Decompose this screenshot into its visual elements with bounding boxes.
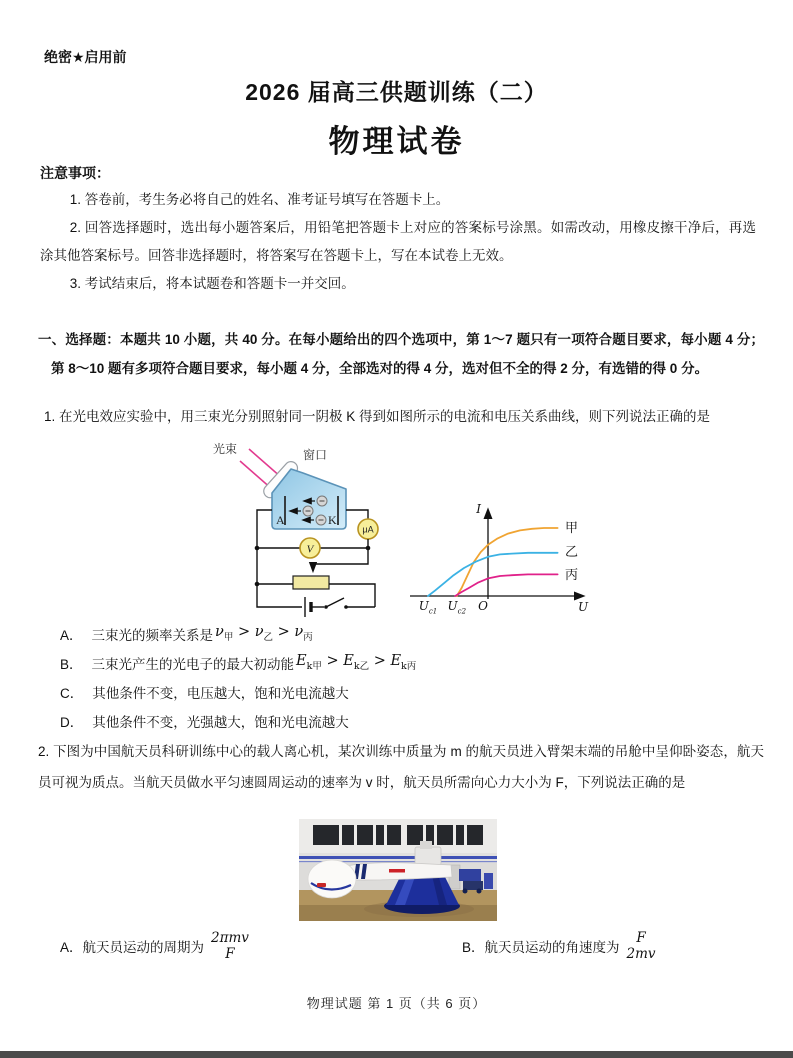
notice-item-2: 2. 回答选择题时，选出每小题答案后，用铅笔把答题卡上对应的答案标号涂黑。如需改动，用橡皮擦干净后，再选涂其他答案标号。回答非选择题时，将答案写在答题卡上，写在本试卷上无效。	[40, 220, 756, 263]
window-label: 窗口	[303, 448, 328, 462]
light-beam-label: 光束	[213, 442, 238, 456]
fraction-denominator: 2mv	[626, 946, 656, 963]
notice-heading: 注意事项：	[40, 165, 110, 181]
side-equipment	[459, 869, 481, 881]
option-key: A．	[60, 627, 83, 643]
option-text: 三束光产生的光电子的最大初动能	[91, 656, 295, 672]
origin-label: O	[478, 599, 488, 613]
junction-dot	[366, 546, 371, 551]
question1-stem: 1. 在光电效应实验中，用三束光分别照射同一阴极 K 得到如图所示的电流和电压关系曲线，则下列说法正确的是	[44, 409, 711, 424]
switch-blade	[326, 598, 344, 607]
option-text: 航天员运动的周期为	[82, 940, 205, 956]
fraction-numerator: F	[636, 930, 646, 946]
junction-dot	[255, 546, 260, 551]
curve-bing	[455, 574, 557, 596]
option-text: 其他条件不变，光强越大，饱和光电流越大	[92, 714, 349, 730]
wire-right	[346, 510, 368, 519]
fraction-numerator: 2πmv	[211, 930, 249, 946]
centrifuge-photo	[299, 819, 497, 921]
fraction-denominator: F	[225, 946, 235, 963]
notice-section	[40, 160, 756, 298]
microammeter-label: μA	[362, 524, 374, 535]
page-footer: 物理试题 第 1 页（共 6 页）	[306, 996, 487, 1011]
q1-option-c	[60, 681, 416, 702]
wire-left	[257, 510, 272, 584]
arm-logo	[389, 869, 405, 873]
anode-label: A	[276, 513, 285, 527]
potentiometer	[293, 576, 329, 589]
wire-pot-right	[329, 584, 375, 607]
question2-stem: 2. 下图为中国航天员科研训练中心的载人离心机，某次训练中质量为 m 的航天员进入臂架末端的吊舱中呈仰卧姿态，航天员可视为质点。当航天员做水平匀速圆周运动的速率为 v 时，航天员所需向心力大小为 F，下列说法正确的是	[38, 744, 764, 790]
tick-label-uc1: $U_{c1}$	[418, 599, 438, 616]
q2-option-b	[462, 930, 656, 962]
option-formula: $E_{k甲} > E_{k乙} > E_{k丙}$	[296, 653, 417, 672]
section1-heading: 一、选择题：本题共 10 小题，共 40 分。在每小题给出的四个选项中，第 1～7 题只有一项符合题目要求，每小题 4 分；第 8～10 题有多项符合题目要求，每小题 4 分，全部选对的得 4 分，选对但不全的得 2 分，有选错的得 0 分。	[38, 332, 764, 376]
legend-yi: 乙	[565, 544, 579, 559]
option-text: 航天员运动的角速度为	[484, 940, 620, 956]
notice-item-3: 3. 考试结束后，将本试题卷和答题卡一并交回。	[69, 276, 355, 291]
cathode-label: K	[328, 513, 337, 527]
fraction	[211, 930, 249, 962]
option-text: 三束光的频率关系是	[91, 627, 214, 643]
question1-options	[60, 623, 416, 739]
option-key: C．	[60, 685, 84, 701]
paper-title: 物理试卷	[328, 124, 465, 159]
wire-slider	[313, 539, 368, 571]
iu-curve-graph	[402, 496, 597, 618]
exam-title: 2026 届高三供题训练（二）	[245, 79, 548, 105]
hub-structure	[415, 847, 441, 865]
security-label: 绝密★启用前	[44, 49, 127, 65]
q1-option-a	[60, 623, 416, 644]
legend-bing: 丙	[565, 567, 579, 582]
notice-item-1: 1. 答卷前，考生务必将自己的姓名、准考证号填写在答题卡上。	[69, 192, 450, 207]
tick-label-uc2: $U_{c2}$	[447, 599, 467, 616]
photoelectric-circuit-diagram	[205, 436, 435, 626]
window-strip	[313, 825, 483, 845]
q1-option-b	[60, 652, 416, 673]
x-axis-label: U	[578, 600, 589, 614]
fraction	[627, 930, 656, 962]
legend-jia: 甲	[565, 520, 579, 535]
crew-capsule	[308, 860, 356, 898]
option-key: D．	[60, 714, 84, 730]
q2-option-a	[60, 930, 249, 962]
option-key: A．	[60, 940, 83, 956]
y-axis-label: I	[476, 502, 481, 516]
bottom-bar	[0, 1051, 793, 1058]
option-formula: $\nu_甲 > \nu_乙 > \nu_丙$	[215, 624, 313, 643]
q1-option-d	[60, 710, 416, 731]
option-key: B．	[60, 656, 83, 672]
option-key: B．	[462, 940, 485, 956]
option-text: 其他条件不变，电压越大，饱和光电流越大	[92, 685, 349, 701]
wall-stripe	[299, 856, 497, 859]
voltmeter-label: V	[306, 543, 314, 556]
